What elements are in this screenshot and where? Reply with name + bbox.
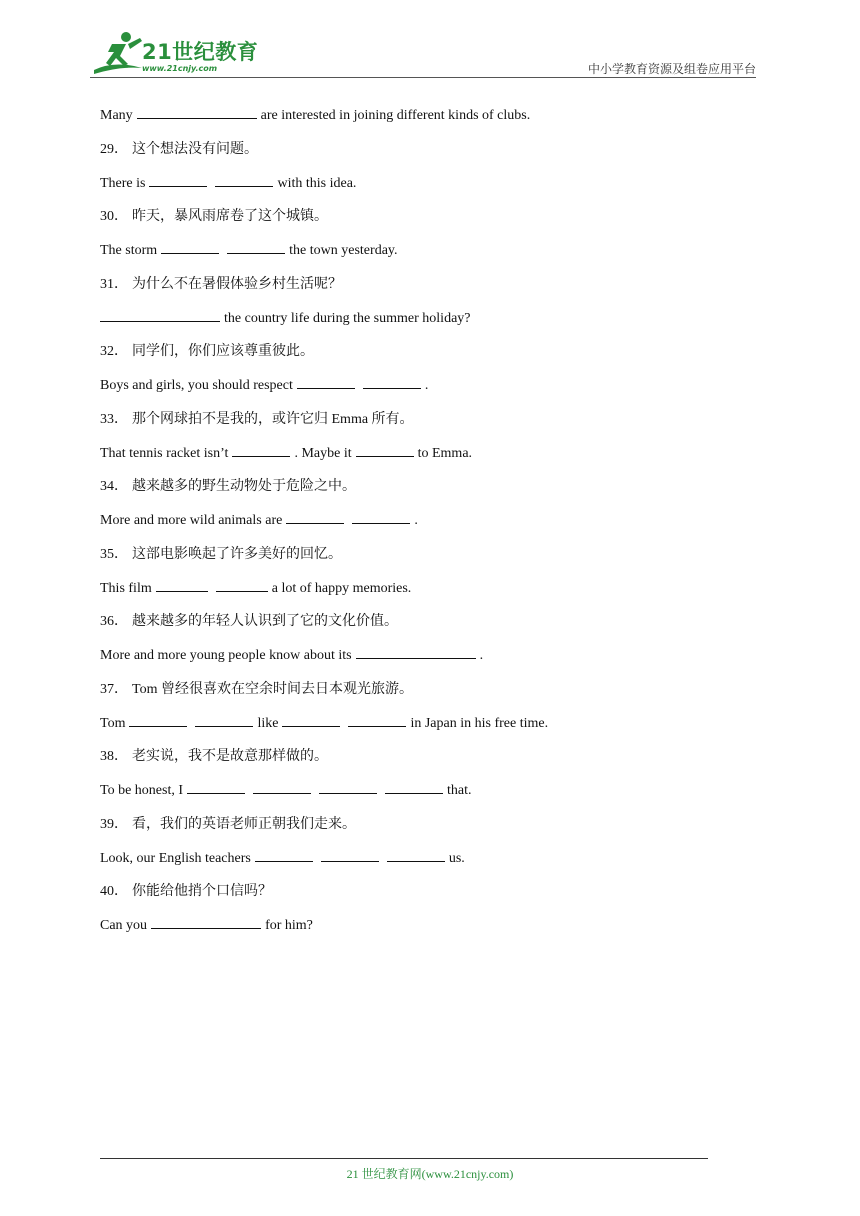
sentence-text: Look, our English teachers (100, 850, 251, 866)
answer-blank[interactable] (156, 577, 208, 592)
question-number: 31． (100, 276, 128, 292)
question-prompt (100, 205, 740, 239)
footer-divider (100, 1158, 708, 1159)
sentence-text: . (414, 513, 418, 528)
sentence-text: Tom (100, 715, 126, 731)
sentence-text: like (257, 715, 279, 731)
answer-blank[interactable] (286, 509, 344, 524)
chinese-sentence: 那个网球拍不是我的，或许它归 Emma 所有。 (132, 411, 414, 427)
answer-blank[interactable] (216, 577, 268, 592)
question-number: 35． (100, 546, 128, 562)
answer-blank[interactable] (137, 104, 257, 119)
english-sentence (100, 847, 740, 881)
sentence-text: for him? (265, 918, 313, 933)
english-sentence (100, 914, 740, 948)
answer-blank[interactable] (149, 172, 207, 187)
sentence-text: are interested in joining different kinds of clubs. (260, 108, 531, 123)
question-prompt (100, 543, 740, 577)
question-prompt (100, 678, 740, 712)
question-number: 30． (100, 209, 128, 225)
english-sentence (100, 104, 740, 138)
answer-blank[interactable] (356, 644, 476, 659)
chinese-sentence: 昨天，暴风雨席卷了这个城镇。 (132, 209, 328, 225)
sentence-text: Can you (100, 918, 148, 933)
sentence-text: Boys and girls, you should respect (100, 378, 293, 393)
sentence-text: To be honest, I (100, 783, 184, 798)
sentence-text: that. (447, 783, 472, 798)
english-sentence (100, 644, 740, 678)
chinese-sentence: 越来越多的野生动物处于危险之中。 (132, 479, 356, 495)
question-prompt (100, 408, 740, 442)
sentence-text: . Maybe it (294, 445, 352, 461)
english-sentence (100, 779, 740, 813)
sentence-text: . (424, 378, 429, 393)
page-header (90, 30, 756, 80)
sentence-text: More and more wild animals are (100, 513, 283, 528)
chinese-sentence: 看，我们的英语老师正朝我们走来。 (132, 816, 356, 832)
answer-blank[interactable] (387, 847, 445, 862)
answer-blank[interactable] (100, 307, 220, 322)
english-sentence (100, 374, 740, 408)
answer-blank[interactable] (227, 239, 285, 254)
question-prompt (100, 138, 740, 172)
answer-blank[interactable] (232, 442, 290, 457)
answer-blank[interactable] (151, 914, 261, 929)
sentence-text: This film (100, 580, 152, 596)
runner-logo-icon (90, 30, 146, 78)
sentence-text: . (479, 648, 484, 663)
sentence-text: The storm (100, 243, 158, 258)
answer-blank[interactable] (321, 847, 379, 862)
question-prompt (100, 340, 740, 374)
question-prompt (100, 880, 740, 914)
english-sentence (100, 577, 740, 611)
answer-blank[interactable] (195, 712, 253, 727)
question-prompt (100, 610, 740, 644)
answer-blank[interactable] (356, 442, 414, 457)
question-number: 32． (100, 344, 128, 360)
sentence-text: There is (100, 175, 146, 191)
answer-blank[interactable] (282, 712, 340, 727)
sentence-text: us. (448, 850, 465, 866)
chinese-sentence: 老实说，我不是故意那样做的。 (132, 749, 328, 765)
question-prompt (100, 813, 740, 847)
question-number: 34． (100, 479, 128, 495)
logo-text: 21世纪教育 (142, 40, 259, 64)
question-number: 29． (100, 141, 128, 157)
english-sentence (100, 172, 740, 206)
english-sentence (100, 712, 740, 746)
english-sentence (100, 509, 740, 543)
sentence-text: with this idea. (277, 175, 357, 191)
sentence-text: the country life during the summer holiday? (224, 310, 471, 326)
question-prompt (100, 745, 740, 779)
english-sentence (100, 239, 740, 273)
sentence-text: a lot of happy memories. (271, 580, 412, 596)
sentence-text: Many (100, 108, 133, 123)
question-prompt (100, 475, 740, 509)
chinese-sentence: Tom 曾经很喜欢在空余时间去日本观光旅游。 (132, 681, 413, 697)
answer-blank[interactable] (215, 172, 273, 187)
sentence-text: the town yesterday. (289, 243, 398, 258)
answer-blank[interactable] (352, 509, 410, 524)
exercise-list (100, 104, 740, 948)
sentence-text: in Japan in his free time. (410, 715, 549, 731)
question-number: 39． (100, 816, 128, 832)
english-sentence (100, 442, 740, 476)
question-number: 36． (100, 614, 128, 630)
platform-title: 中小学教育资源及组卷应用平台 (587, 62, 756, 76)
question-number: 37． (100, 681, 128, 697)
answer-blank[interactable] (363, 374, 421, 389)
header-divider (90, 77, 756, 78)
footer-text: 21 世纪教育网(www.21cnjy.com) (346, 1167, 514, 1181)
answer-blank[interactable] (348, 712, 406, 727)
sentence-text: to Emma. (417, 445, 473, 461)
english-sentence (100, 307, 740, 341)
answer-blank[interactable] (161, 239, 219, 254)
chinese-sentence: 这部电影唤起了许多美好的回忆。 (132, 546, 342, 562)
sentence-text: That tennis racket isn’t (100, 445, 229, 461)
chinese-sentence: 越来越多的年轻人认识到了它的文化价值。 (132, 614, 398, 630)
logo-url: www.21cnjy.com (142, 64, 218, 73)
chinese-sentence: 为什么不在暑假体验乡村生活呢？ (132, 276, 342, 292)
chinese-sentence: 同学们，你们应该尊重彼此。 (132, 344, 314, 360)
answer-blank[interactable] (255, 847, 313, 862)
logo (90, 30, 260, 78)
question-prompt (100, 273, 740, 307)
chinese-sentence: 你能给他捎个口信吗？ (132, 884, 272, 900)
answer-blank[interactable] (385, 779, 443, 794)
answer-blank[interactable] (129, 712, 187, 727)
question-number: 40． (100, 884, 128, 900)
question-number: 38． (100, 749, 128, 765)
answer-blank[interactable] (187, 779, 245, 794)
answer-blank[interactable] (253, 779, 311, 794)
sentence-text: More and more young people know about its (100, 648, 352, 663)
answer-blank[interactable] (319, 779, 377, 794)
question-number: 33． (100, 411, 128, 427)
chinese-sentence: 这个想法没有问题。 (132, 141, 258, 157)
answer-blank[interactable] (297, 374, 355, 389)
